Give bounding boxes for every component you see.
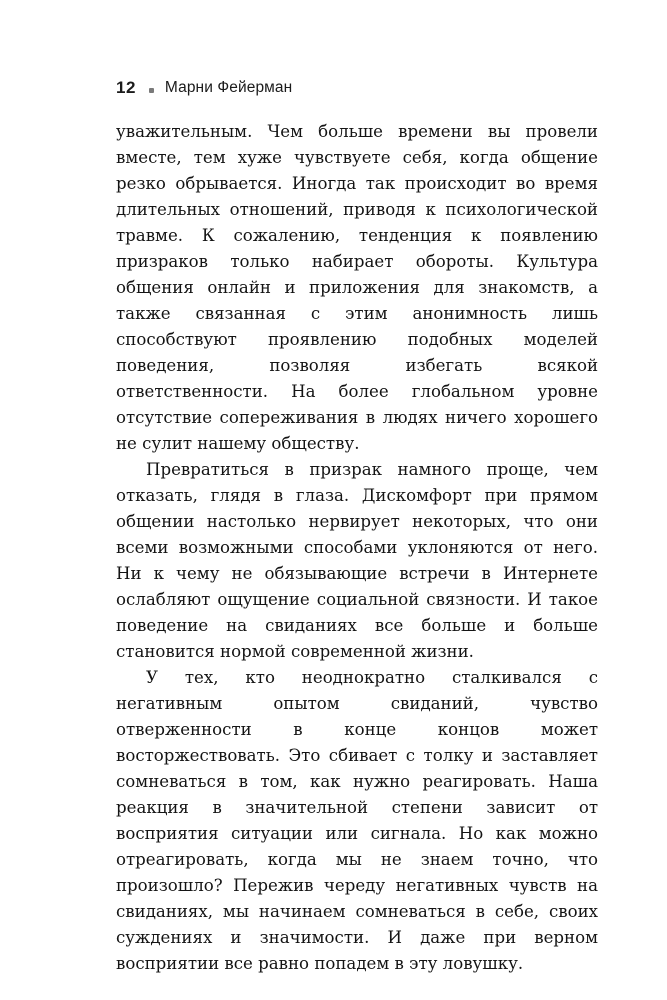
body-text [116,119,598,977]
separator-dot-icon [149,88,154,93]
paragraph-2: Превратиться в призрак намного проще, чем отказать, глядя в глаза. Дискомфорт при прямом общении настолько нервирует некоторых, что они всеми возможными способами уклоняются от него. Ни к чему не обязывающие встречи в Интернете ослабляют ощущение социальной связности. И такое поведение на свиданиях все больше и больше становится нормой современной жизни. [116,460,598,661]
running-header [116,74,292,102]
paragraph-3: У тех, кто неоднократно сталкивался с негативным опытом свиданий, чувство отверженности в конце концов может восторжествовать. Это сбивает с толку и заставляет сомневаться в том, как нужно реагировать. Наша реакция в значительной степени зависит от восприятия ситуации или сигнала. Но как можно отреагировать, когда мы не знаем точно, что произошло? Пережив череду негативных чувств на свиданиях, мы начинаем сомневаться в себе, своих суждениях и значимости. И даже при верном восприятии все равно попадем в эту ловушку. [116,668,598,973]
paragraph-1: уважительным. Чем больше времени вы провели вместе, тем хуже чувствуете себя, когда общение резко обрывается. Иногда так происходит во время длительных отношений, приводя к психологической травме. К сожалению, тенденция к появлению призраков только набирает обороты. Культура общения онлайн и приложения для знакомств, а также связанная с этим анонимность лишь способствуют проявлению подобных моделей поведения, позволяя избегать всякой ответственности. На более глобальном уровне отсутствие сопереживания в людях ничего хорошего не сулит нашему обществу. [116,122,598,453]
page-number: 12 [116,78,136,97]
author-name: Марни Фейерман [164,79,293,96]
